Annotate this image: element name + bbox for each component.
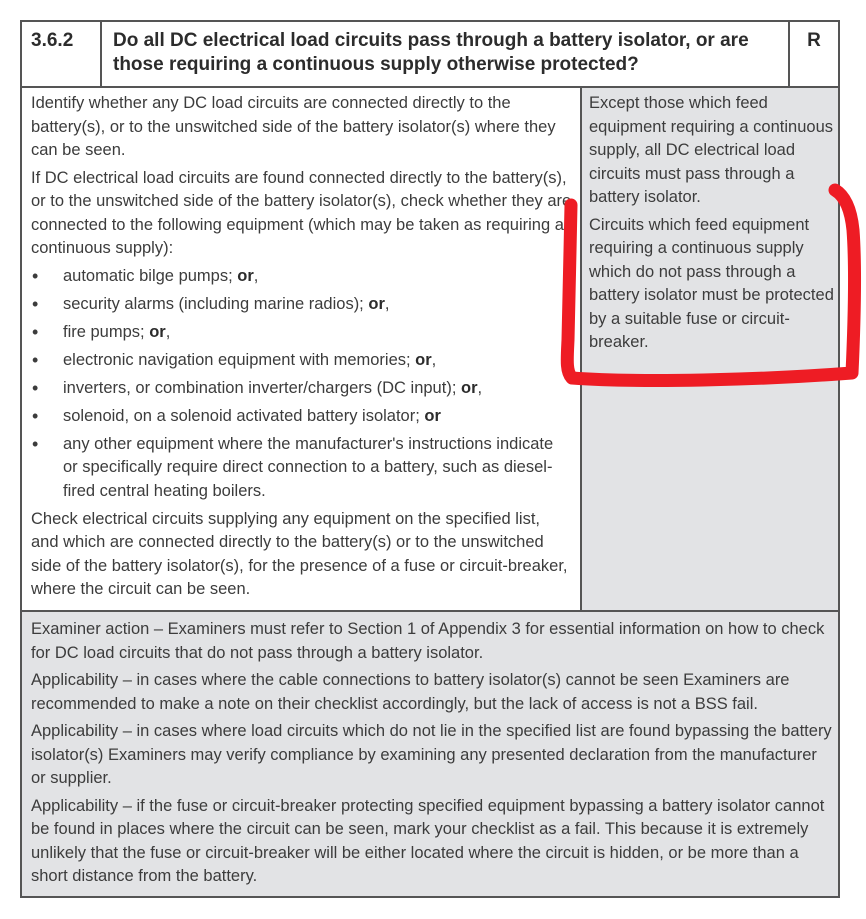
requirement-paragraph-2: Circuits which feed equipment requiring a continuous supply which do not pass through a battery isolator must be protected by a suitable fuse or circuit-breaker.: [589, 215, 834, 351]
list-item-text: inverters, or combination inverter/chargers (DC input);: [63, 378, 461, 397]
bullet-icon: •: [32, 377, 39, 398]
list-item: [31, 321, 572, 345]
list-item-text: any other equipment where the manufacturer's instructions indicate or specifically require direct connection to a battery, such as diesel-fired central heating boilers.: [63, 434, 554, 500]
bullet-icon: •: [32, 321, 39, 342]
list-item-tail: ,: [431, 350, 437, 369]
bullet-icon: •: [32, 405, 39, 426]
list-item-tail: ,: [384, 294, 390, 313]
list-item-or: or: [424, 406, 441, 425]
requirement-paragraph-1: Except those which feed equipment requiring a continuous supply, all DC electrical load circuits must pass through a battery isolator.: [589, 94, 833, 206]
list-item: [31, 349, 572, 373]
examiner-action-note: Examiner action – Examiners must refer to Section 1 of Appendix 3 for essential information on how to check for DC load circuits that do not pass through a battery isolator.: [31, 620, 825, 662]
bullet-icon: •: [32, 265, 39, 286]
list-item-or: or: [368, 294, 385, 313]
check-question: Do all DC electrical load circuits pass through a battery isolator, or are those requiring a continuous supply otherwise protected?: [102, 22, 790, 86]
bullet-icon: •: [32, 293, 39, 314]
requirement-code: R: [807, 30, 821, 51]
list-item-or: or: [149, 322, 166, 341]
list-item: [31, 433, 572, 504]
requirement-cell: [582, 88, 838, 612]
list-item-text: fire pumps;: [63, 322, 150, 341]
table-header-row: [22, 22, 838, 88]
procedure-paragraph-1: Identify whether any DC load circuits are connected directly to the battery(s), or to the unswitched side of the battery isolator(s) where they can be seen.: [31, 94, 556, 159]
list-item-text: automatic bilge pumps;: [63, 266, 238, 285]
list-item: [31, 265, 572, 289]
list-item: [31, 405, 572, 429]
procedure-paragraph-3: Check electrical circuits supplying any equipment on the specified list, and which are connected directly to the battery(s) or to the unswitched side of the battery isolator(s), for the presence of a fuse or circuit-breaker, where the circuit can be seen.: [31, 509, 568, 598]
equipment-list: [31, 265, 572, 504]
applicability-note-3: Applicability – if the fuse or circuit-breaker protecting specified equipment bypassing a battery isolator cannot be found in places where the circuit can be seen, mark your checklist as a fail. This because it is extremely unlikely that the fuse or circuit-breaker will be either located where the circuit is hidden, or be more than a short distance from the battery.: [31, 796, 825, 885]
list-item-text: electronic navigation equipment with memories;: [63, 350, 416, 369]
check-number: 3.6.2: [22, 22, 102, 86]
bullet-icon: •: [32, 433, 39, 454]
list-item-text: solenoid, on a solenoid activated battery isolator;: [63, 406, 425, 425]
list-item-tail: ,: [477, 378, 483, 397]
list-item-tail: ,: [253, 266, 259, 285]
list-item-or: or: [237, 266, 254, 285]
check-procedure-cell: [22, 88, 582, 612]
list-item-tail: ,: [165, 322, 171, 341]
list-item: [31, 377, 572, 401]
list-item: [31, 293, 572, 317]
examiner-notes-cell: [22, 610, 838, 896]
bullet-icon: •: [32, 349, 39, 370]
list-item-or: or: [460, 378, 478, 397]
applicability-note-1: Applicability – in cases where the cable connections to battery isolator(s) cannot be seen Examiners are recommended to make a note on their checklist accordingly, but the lack of access is not a BSS fail.: [31, 671, 790, 713]
procedure-paragraph-2: If DC electrical load circuits are found connected directly to the battery(s), or to the unswitched side of the battery isolator(s), check whether they are connected to the following equipment (which may be taken as requiring a continuous supply):: [31, 168, 572, 257]
list-item-text: security alarms (including marine radios);: [63, 294, 369, 313]
requirement-table: [20, 20, 840, 898]
applicability-note-2: Applicability – in cases where load circuits which do not lie in the specified list are found bypassing the battery isolator(s) Examiners may verify compliance by examining any presented declaration from the manufacturer or supplier.: [31, 722, 832, 787]
list-item-or: or: [415, 350, 432, 369]
